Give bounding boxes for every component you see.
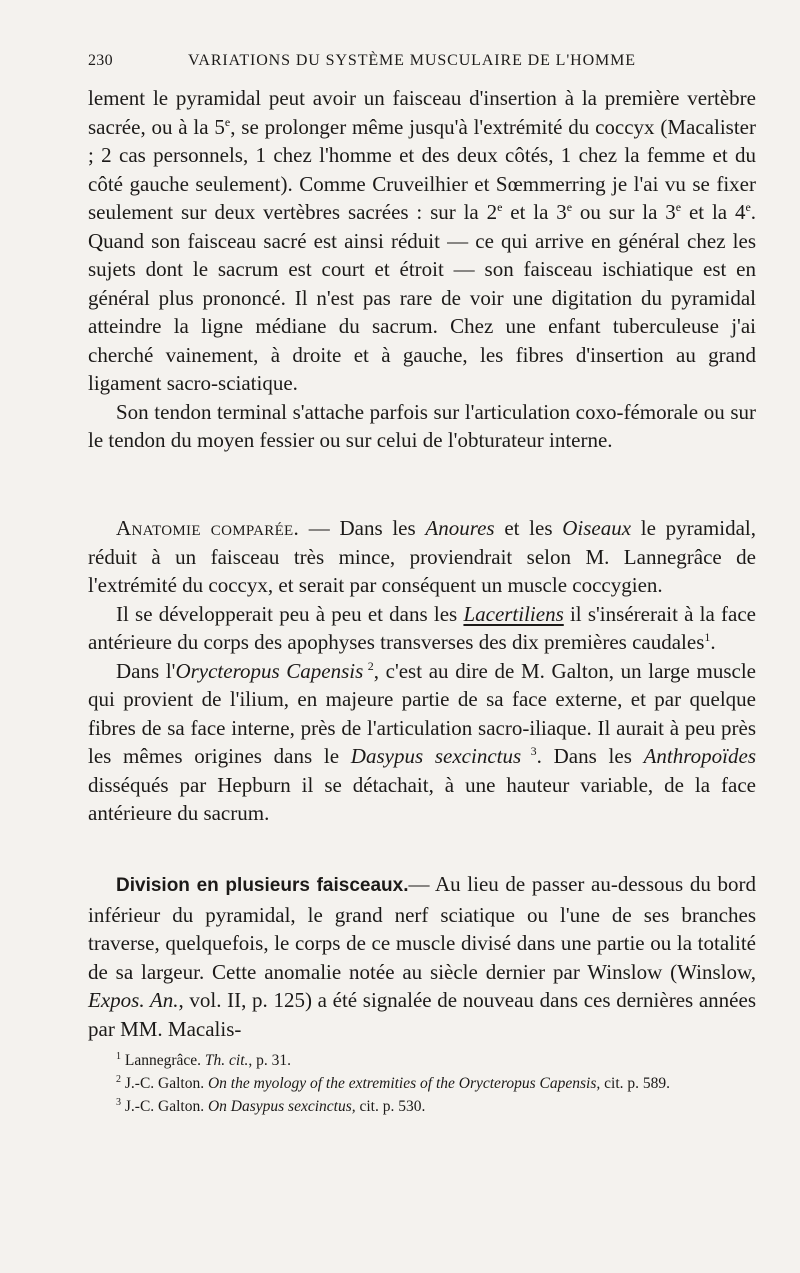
bold-heading: Division en plusieurs faisceaux.	[116, 875, 409, 896]
paragraph-division: Division en plusieurs faisceaux.— Au lieu de passer au-dessous du bord inférieur du pyramidal, le grand nerf sciatique ou l'une de ses branches traverse, quelquefois, le corps de ce muscle divisé dans une partie ou la totalité de sa largeur. Cette anomalie notée au siècle dernier par Winslow (Winslow, Expos. An., vol. II, p. 125) a été signalée de nouveau dans ces dernières années par MM. Macalis-	[88, 872, 756, 1041]
footnote-3: $^3$ J.-C. Galton. On Dasypus sexcinctus, cit. p. 530.	[116, 1096, 426, 1115]
paragraph-tendon: Son tendon terminal s'attache parfois sur l'articulation coxo-fémorale ou sur le tendon du moyen fessier ou sur celui de l'obturateur interne.	[88, 399, 756, 452]
section-division-faisceaux	[88, 870, 756, 1043]
paragraph-orycteropus: Dans l'Orycteropus Capensis $^2$, c'est au dire de M. Galton, un large muscle qui provient de l'ilium, en majeure partie de sa face externe, et par quelque fibres de sa face interne, près de l'articulation sacro-iliaque. Il aurait à peu près les mêmes origines dans le Dasypus sexcinctus $^3$. Dans les Anthropoïdes disséqués par Hepburn il se détachait, à une hauteur variable, de la face antérieure du sacrum.	[88, 658, 756, 825]
paragraph-insertion: lement le pyramidal peut avoir un faisceau d'insertion à la première vertèbre sacrée, ou à la 5e, se prolonger même jusqu'à l'extrémité du coccyx (Macalister ; 2 cas personnels, 1 chez l'homme et des deux côtés, 1 chez la femme et du côté gauche seulement). Comme Cruveilhier et Sœmmerring je l'ai vu se fixer seulement sur deux vertèbres sacrées : sur la 2e et la 3e ou sur la 3e et la 4e. Quand son faisceau sacré est ainsi réduit — ce qui arrive en général chez les sujets dont le sacrum est court et étroit — son faisceau ischiatique est en général plus prononcé. Il n'est pas rare de voir une digitation du pyramidal atteindre la ligne médiane du sacrum. Chez une enfant tuberculeuse j'ai cherché vainement, à droite et à gauche, les fibres d'insertion au grand ligament sacro-sciatique.	[88, 86, 757, 395]
paragraph-lacertiliens: Il se développerait peu à peu et dans les Lacertiliens il s'insérerait à la face antérieure du corps des apophyses transverses des dix premières caudales$^1$.	[88, 601, 756, 654]
footnote-ref-3: 3	[521, 744, 537, 758]
section-continuation	[88, 84, 756, 455]
footnote-1: $^1$ Lannegrâce. Th. cit., p. 31.	[116, 1050, 292, 1069]
footnote-2: $^2$ J.-C. Galton. On the myology of the extremities of the Orycteropus Capensis, cit. p. 589.	[116, 1073, 671, 1092]
paragraph-anoures: Anatomie comparée. — Dans les Anoures et les Oiseaux le pyramidal, réduit à un faisceau très mince, proviendrait selon M. Lannegrâce de l'extrémité du coccyx, et serait par conséquent un muscle coccygien.	[88, 516, 757, 597]
footnote-ref-2: 2	[363, 658, 374, 673]
footnote-ref-1: 1	[704, 630, 711, 644]
section-heading: Anatomie comparée.	[116, 516, 300, 540]
running-title: VARIATIONS DU SYSTÈME MUSCULAIRE DE L'HOMME	[188, 52, 636, 69]
running-header	[88, 52, 742, 76]
footnotes	[88, 1050, 756, 1119]
section-anatomie-comparee	[88, 514, 756, 828]
page-number: 230	[88, 52, 113, 69]
